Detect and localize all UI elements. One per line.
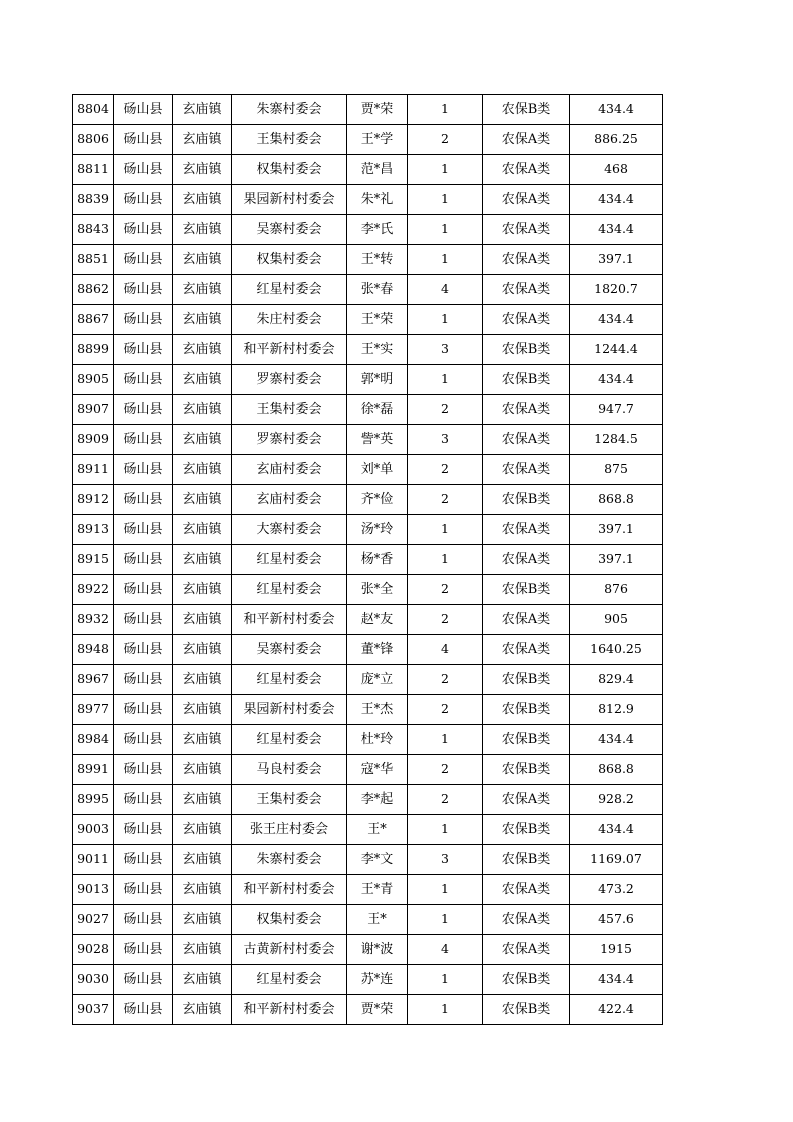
county-cell: 砀山县 <box>114 845 173 875</box>
village-cell: 王集村委会 <box>232 785 347 815</box>
row-id-cell: 8915 <box>73 545 114 575</box>
county-cell: 砀山县 <box>114 755 173 785</box>
county-cell: 砀山县 <box>114 905 173 935</box>
household-count-cell: 2 <box>408 455 483 485</box>
town-cell: 玄庙镇 <box>173 395 232 425</box>
table-row <box>73 395 663 425</box>
county-cell: 砀山县 <box>114 455 173 485</box>
town-cell: 玄庙镇 <box>173 245 232 275</box>
category-cell: 农保A类 <box>483 875 570 905</box>
table-row <box>73 335 663 365</box>
name-cell: 李*文 <box>347 845 408 875</box>
table-row <box>73 905 663 935</box>
town-cell: 玄庙镇 <box>173 815 232 845</box>
town-cell: 玄庙镇 <box>173 95 232 125</box>
village-cell: 王集村委会 <box>232 395 347 425</box>
row-id-cell: 9003 <box>73 815 114 845</box>
category-cell: 农保B类 <box>483 755 570 785</box>
category-cell: 农保A类 <box>483 605 570 635</box>
county-cell: 砀山县 <box>114 155 173 185</box>
village-cell: 果园新村村委会 <box>232 185 347 215</box>
row-id-cell: 8851 <box>73 245 114 275</box>
village-cell: 权集村委会 <box>232 245 347 275</box>
county-cell: 砀山县 <box>114 215 173 245</box>
village-cell: 朱寨村委会 <box>232 845 347 875</box>
county-cell: 砀山县 <box>114 275 173 305</box>
household-count-cell: 1 <box>408 725 483 755</box>
category-cell: 农保B类 <box>483 725 570 755</box>
amount-cell: 812.9 <box>570 695 663 725</box>
table-row <box>73 665 663 695</box>
table-row <box>73 125 663 155</box>
category-cell: 农保B类 <box>483 665 570 695</box>
table-row <box>73 365 663 395</box>
household-count-cell: 2 <box>408 395 483 425</box>
county-cell: 砀山县 <box>114 365 173 395</box>
row-id-cell: 8984 <box>73 725 114 755</box>
household-count-cell: 1 <box>408 515 483 545</box>
category-cell: 农保A类 <box>483 455 570 485</box>
category-cell: 农保A类 <box>483 545 570 575</box>
row-id-cell: 8907 <box>73 395 114 425</box>
row-id-cell: 8977 <box>73 695 114 725</box>
table-row <box>73 995 663 1025</box>
county-cell: 砀山县 <box>114 665 173 695</box>
county-cell: 砀山县 <box>114 815 173 845</box>
town-cell: 玄庙镇 <box>173 935 232 965</box>
amount-cell: 1820.7 <box>570 275 663 305</box>
name-cell: 訾*英 <box>347 425 408 455</box>
county-cell: 砀山县 <box>114 725 173 755</box>
amount-cell: 947.7 <box>570 395 663 425</box>
village-cell: 罗寨村委会 <box>232 425 347 455</box>
category-cell: 农保A类 <box>483 155 570 185</box>
village-cell: 大寨村委会 <box>232 515 347 545</box>
county-cell: 砀山县 <box>114 335 173 365</box>
amount-cell: 397.1 <box>570 515 663 545</box>
village-cell: 和平新村村委会 <box>232 995 347 1025</box>
village-cell: 红星村委会 <box>232 575 347 605</box>
name-cell: 朱*礼 <box>347 185 408 215</box>
category-cell: 农保B类 <box>483 845 570 875</box>
row-id-cell: 8932 <box>73 605 114 635</box>
table-row <box>73 635 663 665</box>
row-id-cell: 8991 <box>73 755 114 785</box>
category-cell: 农保B类 <box>483 335 570 365</box>
category-cell: 农保A类 <box>483 215 570 245</box>
household-count-cell: 1 <box>408 305 483 335</box>
county-cell: 砀山县 <box>114 125 173 155</box>
household-count-cell: 1 <box>408 185 483 215</box>
name-cell: 苏*连 <box>347 965 408 995</box>
amount-cell: 434.4 <box>570 305 663 335</box>
category-cell: 农保A类 <box>483 785 570 815</box>
category-cell: 农保A类 <box>483 395 570 425</box>
row-id-cell: 8905 <box>73 365 114 395</box>
village-cell: 果园新村村委会 <box>232 695 347 725</box>
town-cell: 玄庙镇 <box>173 485 232 515</box>
village-cell: 红星村委会 <box>232 275 347 305</box>
village-cell: 和平新村村委会 <box>232 605 347 635</box>
name-cell: 王* <box>347 815 408 845</box>
amount-cell: 434.4 <box>570 965 663 995</box>
county-cell: 砀山县 <box>114 245 173 275</box>
amount-cell: 473.2 <box>570 875 663 905</box>
household-count-cell: 1 <box>408 155 483 185</box>
village-cell: 马良村委会 <box>232 755 347 785</box>
village-cell: 朱寨村委会 <box>232 95 347 125</box>
town-cell: 玄庙镇 <box>173 185 232 215</box>
name-cell: 王*转 <box>347 245 408 275</box>
town-cell: 玄庙镇 <box>173 695 232 725</box>
town-cell: 玄庙镇 <box>173 965 232 995</box>
name-cell: 赵*友 <box>347 605 408 635</box>
town-cell: 玄庙镇 <box>173 155 232 185</box>
name-cell: 寇*华 <box>347 755 408 785</box>
table-row <box>73 545 663 575</box>
category-cell: 农保A类 <box>483 275 570 305</box>
category-cell: 农保A类 <box>483 905 570 935</box>
town-cell: 玄庙镇 <box>173 635 232 665</box>
amount-cell: 886.25 <box>570 125 663 155</box>
village-cell: 吴寨村委会 <box>232 215 347 245</box>
name-cell: 王*杰 <box>347 695 408 725</box>
county-cell: 砀山县 <box>114 935 173 965</box>
town-cell: 玄庙镇 <box>173 365 232 395</box>
county-cell: 砀山县 <box>114 515 173 545</box>
household-count-cell: 1 <box>408 95 483 125</box>
amount-cell: 1244.4 <box>570 335 663 365</box>
village-cell: 红星村委会 <box>232 725 347 755</box>
village-cell: 罗寨村委会 <box>232 365 347 395</box>
town-cell: 玄庙镇 <box>173 545 232 575</box>
county-cell: 砀山县 <box>114 575 173 605</box>
row-id-cell: 9028 <box>73 935 114 965</box>
amount-cell: 422.4 <box>570 995 663 1025</box>
amount-cell: 1640.25 <box>570 635 663 665</box>
household-count-cell: 1 <box>408 215 483 245</box>
table-row <box>73 455 663 485</box>
row-id-cell: 8867 <box>73 305 114 335</box>
name-cell: 张*全 <box>347 575 408 605</box>
row-id-cell: 8995 <box>73 785 114 815</box>
household-count-cell: 1 <box>408 875 483 905</box>
household-count-cell: 2 <box>408 485 483 515</box>
amount-cell: 397.1 <box>570 545 663 575</box>
name-cell: 王*实 <box>347 335 408 365</box>
row-id-cell: 8922 <box>73 575 114 605</box>
household-count-cell: 2 <box>408 785 483 815</box>
amount-cell: 868.8 <box>570 755 663 785</box>
amount-cell: 434.4 <box>570 725 663 755</box>
town-cell: 玄庙镇 <box>173 125 232 155</box>
table-row <box>73 605 663 635</box>
amount-cell: 875 <box>570 455 663 485</box>
village-cell: 玄庙村委会 <box>232 455 347 485</box>
table-row <box>73 185 663 215</box>
category-cell: 农保B类 <box>483 815 570 845</box>
row-id-cell: 9013 <box>73 875 114 905</box>
row-id-cell: 8839 <box>73 185 114 215</box>
town-cell: 玄庙镇 <box>173 305 232 335</box>
name-cell: 王*青 <box>347 875 408 905</box>
row-id-cell: 8899 <box>73 335 114 365</box>
table-row <box>73 845 663 875</box>
town-cell: 玄庙镇 <box>173 755 232 785</box>
row-id-cell: 9027 <box>73 905 114 935</box>
table-row <box>73 425 663 455</box>
table-row <box>73 575 663 605</box>
county-cell: 砀山县 <box>114 635 173 665</box>
table-row <box>73 755 663 785</box>
amount-cell: 1284.5 <box>570 425 663 455</box>
town-cell: 玄庙镇 <box>173 845 232 875</box>
amount-cell: 457.6 <box>570 905 663 935</box>
household-count-cell: 4 <box>408 935 483 965</box>
category-cell: 农保A类 <box>483 305 570 335</box>
name-cell: 齐*俭 <box>347 485 408 515</box>
category-cell: 农保A类 <box>483 245 570 275</box>
household-count-cell: 2 <box>408 125 483 155</box>
row-id-cell: 8806 <box>73 125 114 155</box>
household-count-cell: 2 <box>408 755 483 785</box>
county-cell: 砀山县 <box>114 785 173 815</box>
row-id-cell: 8843 <box>73 215 114 245</box>
town-cell: 玄庙镇 <box>173 455 232 485</box>
name-cell: 范*昌 <box>347 155 408 185</box>
table-row <box>73 815 663 845</box>
table-row <box>73 965 663 995</box>
amount-cell: 829.4 <box>570 665 663 695</box>
household-count-cell: 4 <box>408 275 483 305</box>
village-cell: 王集村委会 <box>232 125 347 155</box>
name-cell: 庞*立 <box>347 665 408 695</box>
name-cell: 杜*玲 <box>347 725 408 755</box>
name-cell: 郭*明 <box>347 365 408 395</box>
amount-cell: 434.4 <box>570 215 663 245</box>
town-cell: 玄庙镇 <box>173 275 232 305</box>
name-cell: 谢*波 <box>347 935 408 965</box>
row-id-cell: 8804 <box>73 95 114 125</box>
amount-cell: 397.1 <box>570 245 663 275</box>
table-row <box>73 725 663 755</box>
town-cell: 玄庙镇 <box>173 665 232 695</box>
assistance-table <box>72 94 663 1025</box>
household-count-cell: 1 <box>408 995 483 1025</box>
row-id-cell: 8909 <box>73 425 114 455</box>
town-cell: 玄庙镇 <box>173 335 232 365</box>
category-cell: 农保B类 <box>483 485 570 515</box>
row-id-cell: 9037 <box>73 995 114 1025</box>
town-cell: 玄庙镇 <box>173 875 232 905</box>
county-cell: 砀山县 <box>114 605 173 635</box>
town-cell: 玄庙镇 <box>173 905 232 935</box>
village-cell: 红星村委会 <box>232 545 347 575</box>
town-cell: 玄庙镇 <box>173 425 232 455</box>
table-row <box>73 155 663 185</box>
village-cell: 朱庄村委会 <box>232 305 347 335</box>
amount-cell: 434.4 <box>570 365 663 395</box>
name-cell: 张*春 <box>347 275 408 305</box>
row-id-cell: 8811 <box>73 155 114 185</box>
town-cell: 玄庙镇 <box>173 575 232 605</box>
household-count-cell: 1 <box>408 245 483 275</box>
row-id-cell: 8913 <box>73 515 114 545</box>
table-row <box>73 695 663 725</box>
table-row <box>73 95 663 125</box>
name-cell: 贾*荣 <box>347 95 408 125</box>
row-id-cell: 8911 <box>73 455 114 485</box>
town-cell: 玄庙镇 <box>173 785 232 815</box>
name-cell: 贾*荣 <box>347 995 408 1025</box>
county-cell: 砀山县 <box>114 965 173 995</box>
county-cell: 砀山县 <box>114 875 173 905</box>
name-cell: 王* <box>347 905 408 935</box>
table-row <box>73 305 663 335</box>
household-count-cell: 1 <box>408 815 483 845</box>
county-cell: 砀山县 <box>114 395 173 425</box>
category-cell: 农保B类 <box>483 365 570 395</box>
category-cell: 农保A类 <box>483 515 570 545</box>
household-count-cell: 1 <box>408 965 483 995</box>
household-count-cell: 2 <box>408 575 483 605</box>
row-id-cell: 8967 <box>73 665 114 695</box>
amount-cell: 868.8 <box>570 485 663 515</box>
category-cell: 农保B类 <box>483 965 570 995</box>
village-cell: 和平新村村委会 <box>232 335 347 365</box>
category-cell: 农保A类 <box>483 185 570 215</box>
village-cell: 红星村委会 <box>232 965 347 995</box>
table-row <box>73 245 663 275</box>
category-cell: 农保B类 <box>483 995 570 1025</box>
category-cell: 农保A类 <box>483 935 570 965</box>
amount-cell: 905 <box>570 605 663 635</box>
county-cell: 砀山县 <box>114 545 173 575</box>
amount-cell: 928.2 <box>570 785 663 815</box>
household-count-cell: 3 <box>408 845 483 875</box>
county-cell: 砀山县 <box>114 425 173 455</box>
town-cell: 玄庙镇 <box>173 995 232 1025</box>
amount-cell: 434.4 <box>570 815 663 845</box>
village-cell: 红星村委会 <box>232 665 347 695</box>
village-cell: 权集村委会 <box>232 905 347 935</box>
county-cell: 砀山县 <box>114 485 173 515</box>
row-id-cell: 9030 <box>73 965 114 995</box>
amount-cell: 468 <box>570 155 663 185</box>
table-row <box>73 515 663 545</box>
town-cell: 玄庙镇 <box>173 725 232 755</box>
name-cell: 李*起 <box>347 785 408 815</box>
document-page <box>72 94 663 1025</box>
name-cell: 王*荣 <box>347 305 408 335</box>
row-id-cell: 9011 <box>73 845 114 875</box>
name-cell: 王*学 <box>347 125 408 155</box>
household-count-cell: 3 <box>408 425 483 455</box>
village-cell: 权集村委会 <box>232 155 347 185</box>
household-count-cell: 3 <box>408 335 483 365</box>
household-count-cell: 1 <box>408 545 483 575</box>
name-cell: 杨*香 <box>347 545 408 575</box>
village-cell: 古黄新村村委会 <box>232 935 347 965</box>
household-count-cell: 4 <box>408 635 483 665</box>
county-cell: 砀山县 <box>114 695 173 725</box>
household-count-cell: 2 <box>408 695 483 725</box>
table-row <box>73 875 663 905</box>
village-cell: 张王庄村委会 <box>232 815 347 845</box>
name-cell: 汤*玲 <box>347 515 408 545</box>
amount-cell: 1169.07 <box>570 845 663 875</box>
name-cell: 董*锋 <box>347 635 408 665</box>
village-cell: 和平新村村委会 <box>232 875 347 905</box>
village-cell: 玄庙村委会 <box>232 485 347 515</box>
town-cell: 玄庙镇 <box>173 215 232 245</box>
table-row <box>73 485 663 515</box>
category-cell: 农保B类 <box>483 695 570 725</box>
county-cell: 砀山县 <box>114 185 173 215</box>
village-cell: 吴寨村委会 <box>232 635 347 665</box>
name-cell: 徐*磊 <box>347 395 408 425</box>
row-id-cell: 8862 <box>73 275 114 305</box>
amount-cell: 876 <box>570 575 663 605</box>
amount-cell: 434.4 <box>570 185 663 215</box>
household-count-cell: 1 <box>408 905 483 935</box>
table-row <box>73 275 663 305</box>
table-body <box>73 95 663 1025</box>
amount-cell: 434.4 <box>570 95 663 125</box>
county-cell: 砀山县 <box>114 995 173 1025</box>
name-cell: 李*氏 <box>347 215 408 245</box>
name-cell: 刘*单 <box>347 455 408 485</box>
household-count-cell: 2 <box>408 665 483 695</box>
row-id-cell: 8948 <box>73 635 114 665</box>
town-cell: 玄庙镇 <box>173 515 232 545</box>
household-count-cell: 1 <box>408 365 483 395</box>
row-id-cell: 8912 <box>73 485 114 515</box>
category-cell: 农保B类 <box>483 575 570 605</box>
town-cell: 玄庙镇 <box>173 605 232 635</box>
table-row <box>73 935 663 965</box>
amount-cell: 1915 <box>570 935 663 965</box>
category-cell: 农保A类 <box>483 425 570 455</box>
category-cell: 农保A类 <box>483 635 570 665</box>
household-count-cell: 2 <box>408 605 483 635</box>
county-cell: 砀山县 <box>114 95 173 125</box>
county-cell: 砀山县 <box>114 305 173 335</box>
category-cell: 农保A类 <box>483 125 570 155</box>
table-row <box>73 215 663 245</box>
category-cell: 农保B类 <box>483 95 570 125</box>
table-row <box>73 785 663 815</box>
